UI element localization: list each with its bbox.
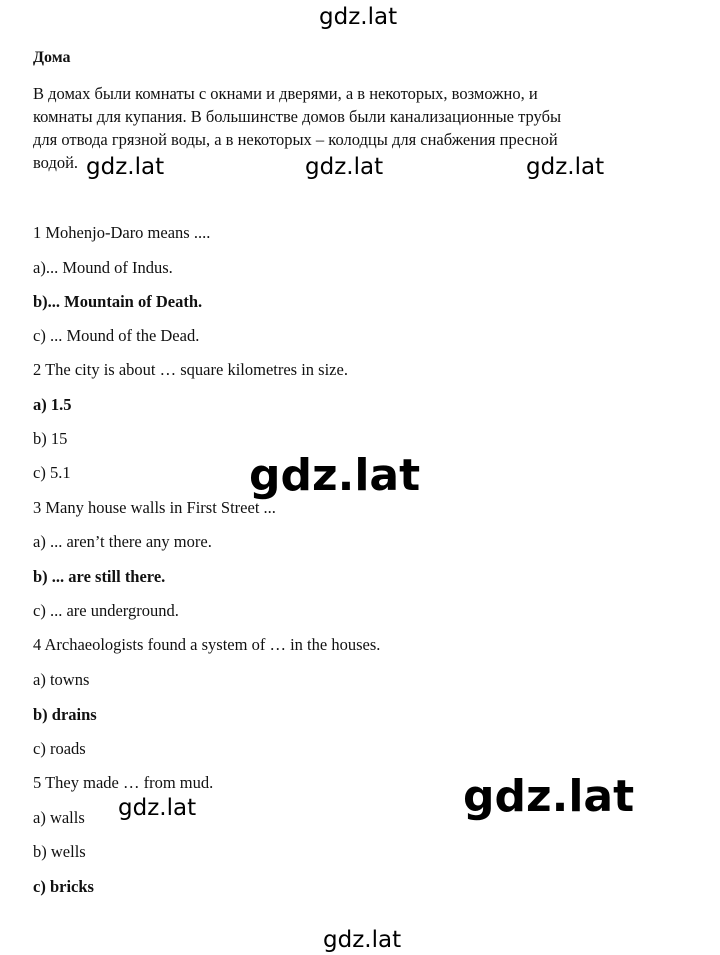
watermark-bottom: gdz.lat — [323, 927, 402, 953]
paragraph-line: водой. — [33, 153, 79, 172]
watermark-large-center: gdz.lat — [249, 450, 421, 501]
translation-paragraph — [33, 82, 643, 174]
watermark-large-right: gdz.lat — [463, 771, 635, 822]
question-4-prompt: 4 Archaeologists found a system of … in the houses. — [33, 635, 381, 654]
question-2-option-a-answer: a) 1.5 — [33, 395, 72, 414]
question-3-option-c: c) ... are underground. — [33, 601, 179, 620]
question-4-option-a: a) towns — [33, 670, 90, 689]
question-2-option-c: c) 5.1 — [33, 463, 71, 482]
watermark-top: gdz.lat — [319, 4, 398, 30]
question-2-prompt: 2 The city is about … square kilometres in size. — [33, 360, 348, 379]
question-2-option-b: b) 15 — [33, 429, 68, 448]
watermark-center: gdz.lat — [305, 154, 384, 180]
question-1-option-c: c) ... Mound of the Dead. — [33, 326, 200, 345]
question-5-prompt: 5 They made … from mud. — [33, 773, 214, 792]
question-5-option-c-answer: c) bricks — [33, 877, 94, 896]
question-1-option-a: a)... Mound of Indus. — [33, 258, 173, 277]
watermark-right: gdz.lat — [526, 154, 605, 180]
paragraph-line: комнаты для купания. В большинстве домов были канализационные трубы — [33, 107, 562, 126]
question-3-option-a: a) ... aren’t there any more. — [33, 532, 212, 551]
paragraph-line: для отвода грязной воды, а в некоторых – колодцы для снабжения пресной — [33, 130, 558, 149]
question-4-option-c: c) roads — [33, 739, 86, 758]
question-3-option-b-answer: b) ... are still there. — [33, 567, 166, 586]
question-4-option-b-answer: b) drains — [33, 705, 97, 724]
watermark-small-left: gdz.lat — [118, 795, 197, 821]
question-5-option-b: b) wells — [33, 842, 86, 861]
question-1-prompt: 1 Mohenjo-Daro means .... — [33, 223, 211, 242]
paragraph-line: В домах были комнаты с окнами и дверями, а в некоторых, возможно, и — [33, 84, 538, 103]
question-1-option-b-answer: b)... Mountain of Death. — [33, 292, 203, 311]
section-title: Дома — [33, 49, 71, 66]
question-5-option-a: a) walls — [33, 808, 85, 827]
question-3-prompt: 3 Many house walls in First Street ... — [33, 498, 276, 517]
watermark-left: gdz.lat — [86, 154, 165, 180]
